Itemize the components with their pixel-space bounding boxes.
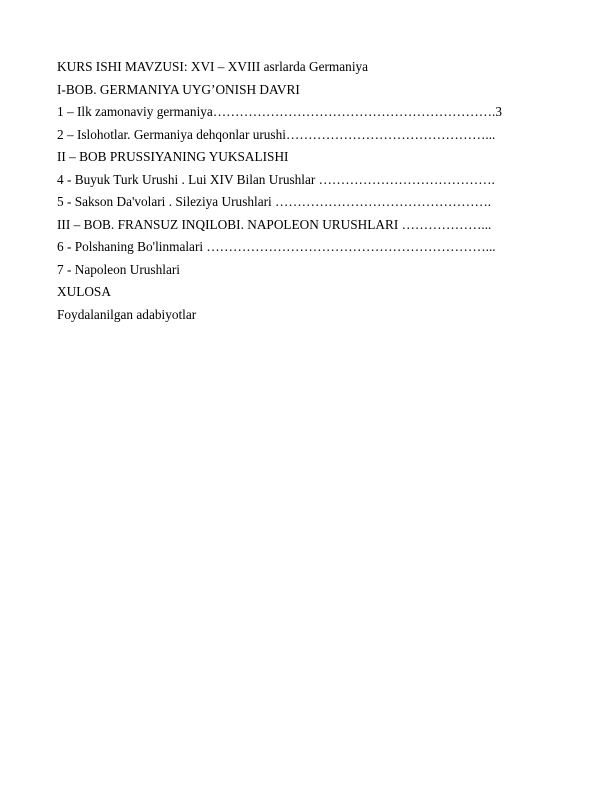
chapter-2-heading: II – BOB PRUSSIYANING YUKSALISHI	[57, 149, 289, 164]
conclusion-heading: XULOSA	[57, 284, 111, 299]
course-work-topic-title: KURS ISHI MAVZUSI: XVI – XVIII asrlarda Germaniya	[57, 59, 369, 74]
toc-entry-2: 2 – Islohotlar. Germaniya dehqonlar urushi………………………………………...	[57, 126, 496, 142]
toc-entry-1: 1 – Ilk zamonaviy germaniya……………………………………………………….3	[57, 104, 503, 119]
chapter-3-heading: III – BOB. FRANSUZ INQILOBI. NAPOLEON URUSHLARI ………………...	[57, 216, 492, 232]
chapter-1-heading: I-BOB. GERMANIYA UYG’ONISH DAVRI	[57, 81, 300, 97]
toc-entry-7: 7 - Napoleon Urushlari	[57, 261, 180, 277]
table-of-contents	[57, 56, 537, 326]
toc-entry-6: 6 - Polshaning Bo'linmalari ………………………………………………………...	[57, 239, 496, 254]
toc-entry-4: 4 - Buyuk Turk Urushi . Lui XIV Bilan Urushlar ………………………………….	[57, 171, 495, 187]
references-heading: Foydalanilgan adabiyotlar	[57, 306, 197, 322]
toc-entry-5: 5 - Sakson Da'volari . Sileziya Urushlari ………………………………………….	[57, 194, 492, 209]
